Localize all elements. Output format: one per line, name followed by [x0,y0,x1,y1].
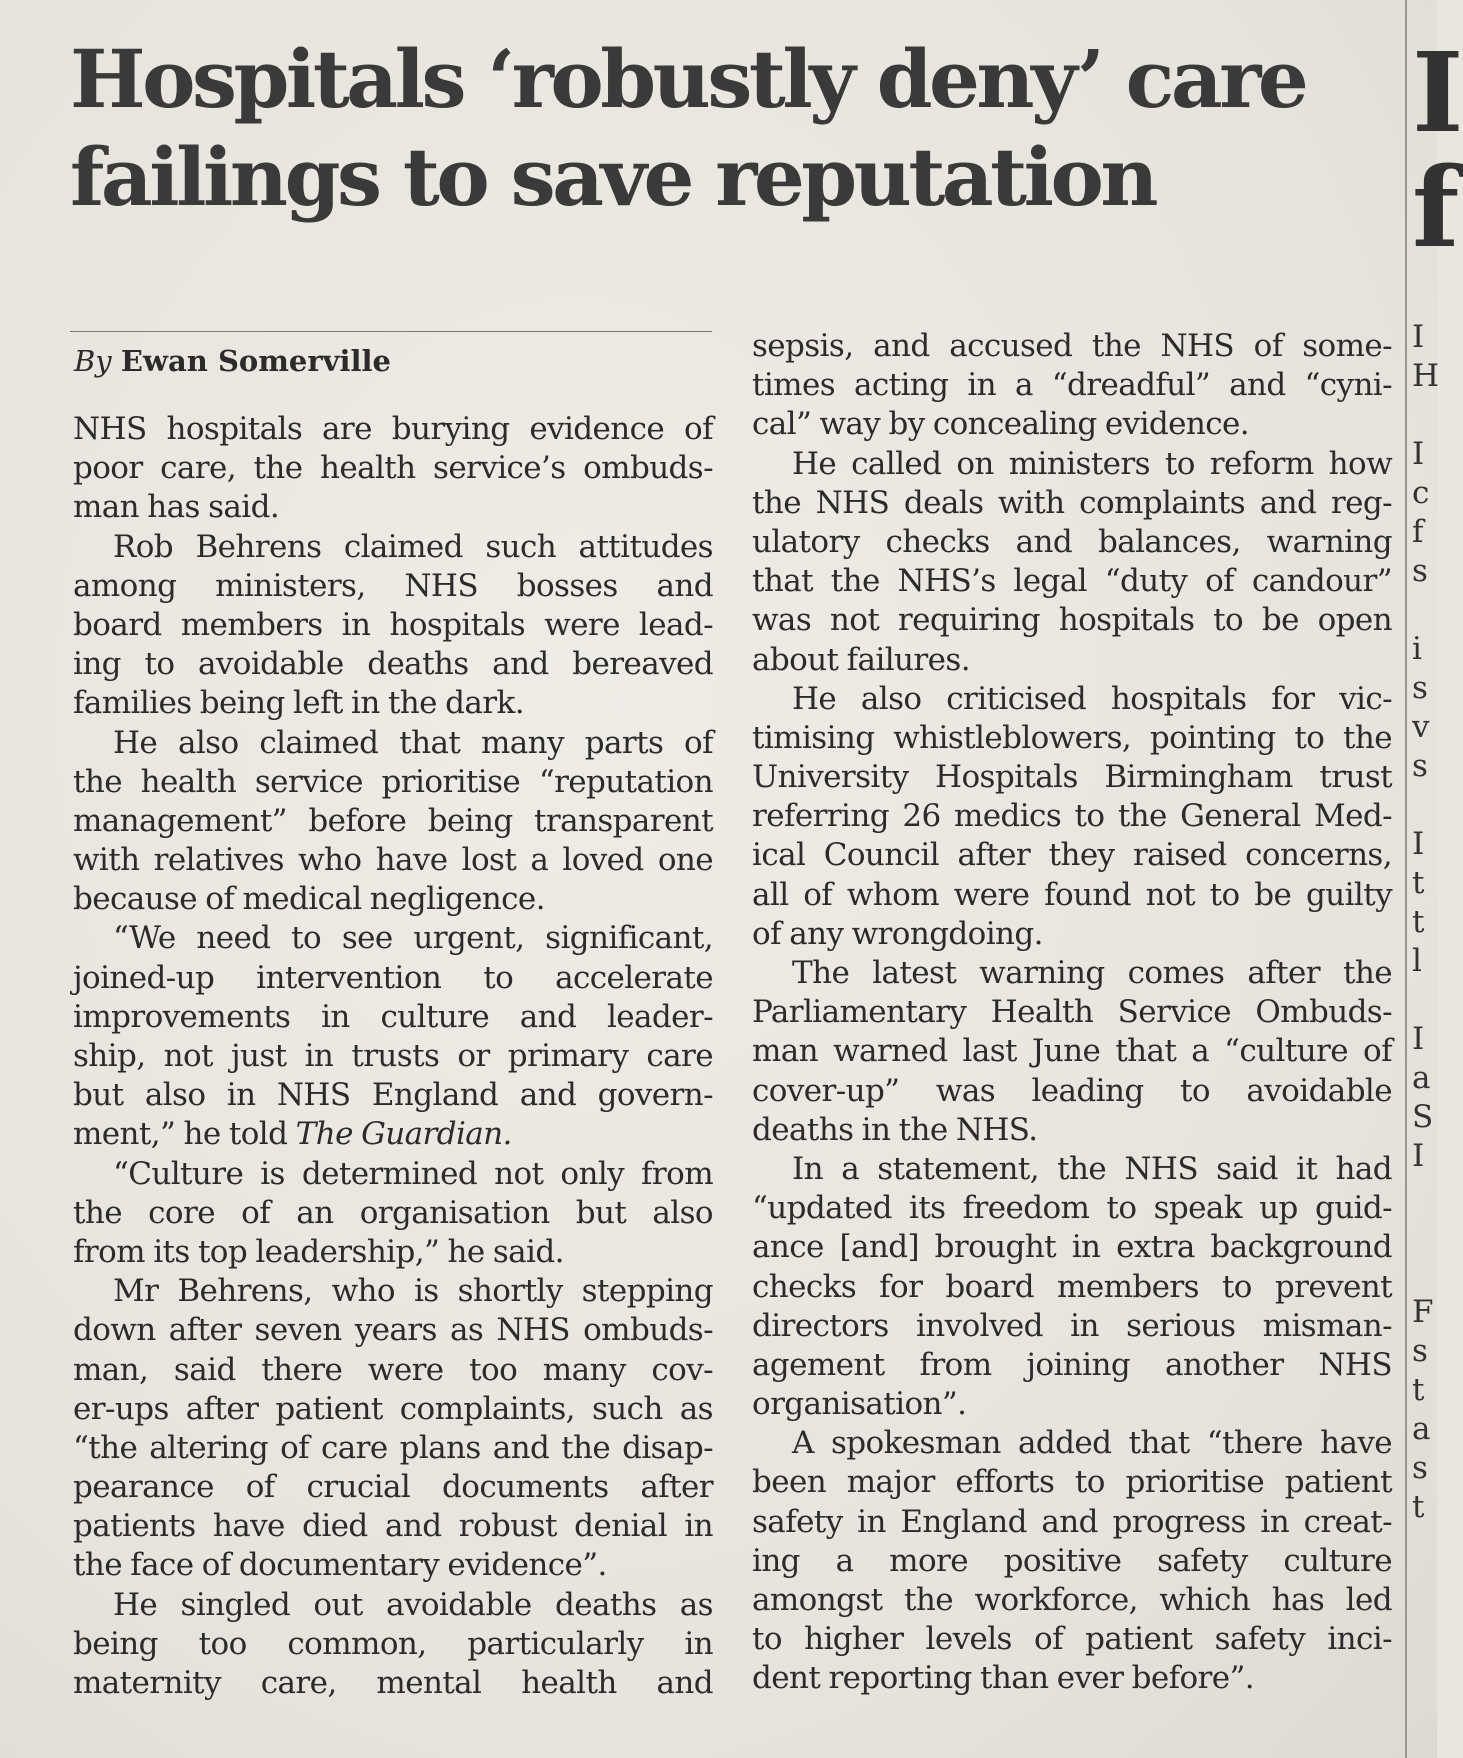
adjacent-text-fragment: s [1412,1333,1428,1369]
adjacent-text-fragment: s [1412,748,1428,784]
text-line: the face of documentary evidence”. [73,1547,607,1584]
adjacent-text-fragment: s [1412,553,1428,589]
adjacent-text-fragment: I [1412,1021,1425,1057]
text-line: being too common, particularly in [73,1625,713,1662]
adjacent-text-fragment: t [1412,904,1425,940]
text-line: to higher levels of patient safety inci- [752,1621,1392,1658]
adjacent-text-fragment: v [1412,709,1430,745]
adjacent-text-fragment: s [1412,670,1428,706]
text-line: because of medical negligence. [73,881,545,918]
adjacent-text-fragment [1412,1527,1437,1566]
adjacent-text-fragment [1412,1566,1437,1605]
adjacent-text-fragment: I [1412,1138,1425,1174]
adjacent-text-fragment [1412,1605,1437,1644]
text-line: organisation”. [752,1386,967,1423]
adjacent-text-fragment [1412,1644,1437,1683]
text-line: “updated its freedom to speak up guid- [752,1190,1392,1227]
adjacent-text-fragment: F [1412,1294,1434,1330]
text-line: cover-up” was leading to avoidable [752,1072,1392,1109]
text-line: maternity care, mental health and [73,1665,713,1701]
adjacent-text-fragment: i [1412,631,1422,667]
text-line: cal” way by concealing evidence. [752,406,1250,443]
text-line: was not requiring hospitals to be open [752,602,1392,639]
text-fragment: ment,” he told [73,1116,288,1153]
text-line: A spokesman added that “there have [792,1425,1392,1462]
publication-reference: The Guardian. [295,1116,512,1153]
text-line: pearance of crucial documents after [73,1469,713,1506]
text-line: ing a more positive safety culture [752,1542,1392,1579]
headline-line-2: failings to save reputation [70,130,1155,224]
article-column-left [73,410,713,1703]
text-line: er-ups after patient complaints, such as [73,1390,713,1427]
text-line: The latest warning comes after the [792,955,1392,991]
text-line: that the NHS’s legal “duty of candour” [752,563,1392,600]
text-line: management” before being transparent [73,802,713,839]
text-line: timising whistleblowers, pointing to the [752,719,1392,756]
text-line: families being left in the dark. [73,685,524,722]
text-line: “We need to see urgent, significant, [113,920,713,957]
adjacent-article-fragment [1412,28,1463,1750]
text-line: safety in England and progress in creat- [752,1503,1392,1540]
adjacent-text-fragment [1412,1254,1437,1293]
text-line: man has said. [73,489,280,526]
byline-prefix: By [74,344,112,378]
byline [74,344,391,378]
adjacent-text-fragment: a [1412,1411,1431,1447]
text-line: Parliamentary Health Service Ombuds- [752,994,1392,1031]
adjacent-headline-fragment-2: f [1412,143,1460,272]
text-line: NHS hospitals are burying evidence of [73,411,713,447]
text-line: about failures. [752,641,970,678]
adjacent-text-fragment: I [1412,436,1425,472]
text-line: Mr Behrens, who is shortly stepping [113,1273,713,1310]
adjacent-text-fragment [1412,1215,1437,1254]
text-line: from its top leadership,” he said. [73,1233,564,1270]
text-line: the core of an organisation but also [73,1194,713,1231]
text-line: times acting in a “dreadful” and “cyni- [752,367,1392,404]
text-line: improvements in culture and leader- [73,998,713,1035]
adjacent-text-fragment [1412,981,1437,1020]
text-line: dent reporting than ever before”. [752,1660,1254,1697]
byline-author: Ewan Somerville [120,344,392,378]
text-line: joined-up intervention to accelerate [73,959,713,996]
text-line: down after seven years as NHS ombuds- [73,1312,713,1349]
adjacent-text-fragment [1412,396,1437,435]
text-line: referring 26 medics to the General Med- [752,798,1392,835]
text-line: among ministers, NHS bosses and [73,567,713,604]
adjacent-text-fragment: f [1412,514,1424,550]
text-line: checks for board members to prevent [752,1268,1392,1305]
text-line: “Culture is determined not only from [113,1155,713,1192]
column-divider [1405,0,1407,1758]
text-line: He called on ministers to reform how [792,445,1392,482]
adjacent-text-fragment: I [1412,319,1425,355]
text-line: board members in hospitals were lead- [73,606,713,643]
adjacent-text-fragment: I [1412,826,1425,862]
text-line: He also criticised hospitals for vic- [792,680,1392,717]
text-line: but also in NHS England and govern- [73,1077,713,1114]
adjacent-text-fragment: l [1412,943,1422,979]
text-line: University Hospitals Birmingham trust [752,759,1392,796]
text-line: man, said there were too many cov- [73,1351,713,1388]
adjacent-text-fragment: t [1412,1489,1425,1525]
text-line: with relatives who have lost a loved one [73,842,713,879]
text-line: poor care, the health service’s ombuds- [73,450,713,487]
text-line: all of whom were found not to be guilty [752,876,1392,913]
article-column-right [752,327,1392,1699]
text-line: He singled out avoidable deaths as [113,1586,713,1623]
adjacent-text-fragment [1412,786,1437,825]
text-line: man warned last June that a “culture of [752,1033,1392,1070]
text-line: ship, not just in trusts or primary care [73,1038,713,1074]
adjacent-headline-fragment-1: I [1412,28,1463,157]
text-line: the health service prioritise “reputation [73,763,713,800]
text-line: been major efforts to prioritise patient [752,1464,1392,1501]
text-line: “the altering of care plans and the disap- [73,1429,713,1466]
text-line: In a statement, the NHS said it had [792,1150,1392,1187]
byline-rule [70,331,712,332]
adjacent-text-fragment: H [1412,358,1440,394]
text-line: patients have died and robust denial in [73,1508,713,1545]
text-line: ance [and] brought in extra background [752,1229,1392,1266]
text-line: Rob Behrens claimed such attitudes [113,528,713,565]
adjacent-text-fragments [1412,318,1440,1683]
adjacent-text-fragment: s [1412,1450,1428,1486]
text-line: deaths in the NHS. [752,1111,1038,1148]
text-line [73,1115,713,1154]
headline-line-1: Hospitals ‘robustly deny’ care [70,32,1306,126]
adjacent-text-fragment: a [1412,1060,1431,1096]
text-line: sepsis, and accused the NHS of some- [752,328,1392,364]
text-line: directors involved in serious misman- [752,1307,1392,1344]
text-line: ulatory checks and balances, warning [752,523,1392,560]
article-headline [70,30,1400,226]
adjacent-text-fragment: t [1412,865,1425,901]
adjacent-text-fragment [1412,591,1437,630]
text-line: of any wrongdoing. [752,915,1043,952]
adjacent-text-fragment: t [1412,1372,1425,1408]
adjacent-text-fragment: S [1412,1099,1434,1135]
text-line: amongst the workforce, which has led [752,1582,1392,1618]
text-line: ical Council after they raised concerns, [752,837,1392,874]
text-line: agement from joining another NHS [752,1346,1392,1383]
adjacent-text-fragment: c [1412,475,1430,511]
text-line: He also claimed that many parts of [113,724,713,761]
text-line: the NHS deals with complaints and reg- [752,484,1392,521]
text-line: ing to avoidable deaths and bereaved [73,646,713,683]
adjacent-text-fragment [1412,1176,1437,1215]
